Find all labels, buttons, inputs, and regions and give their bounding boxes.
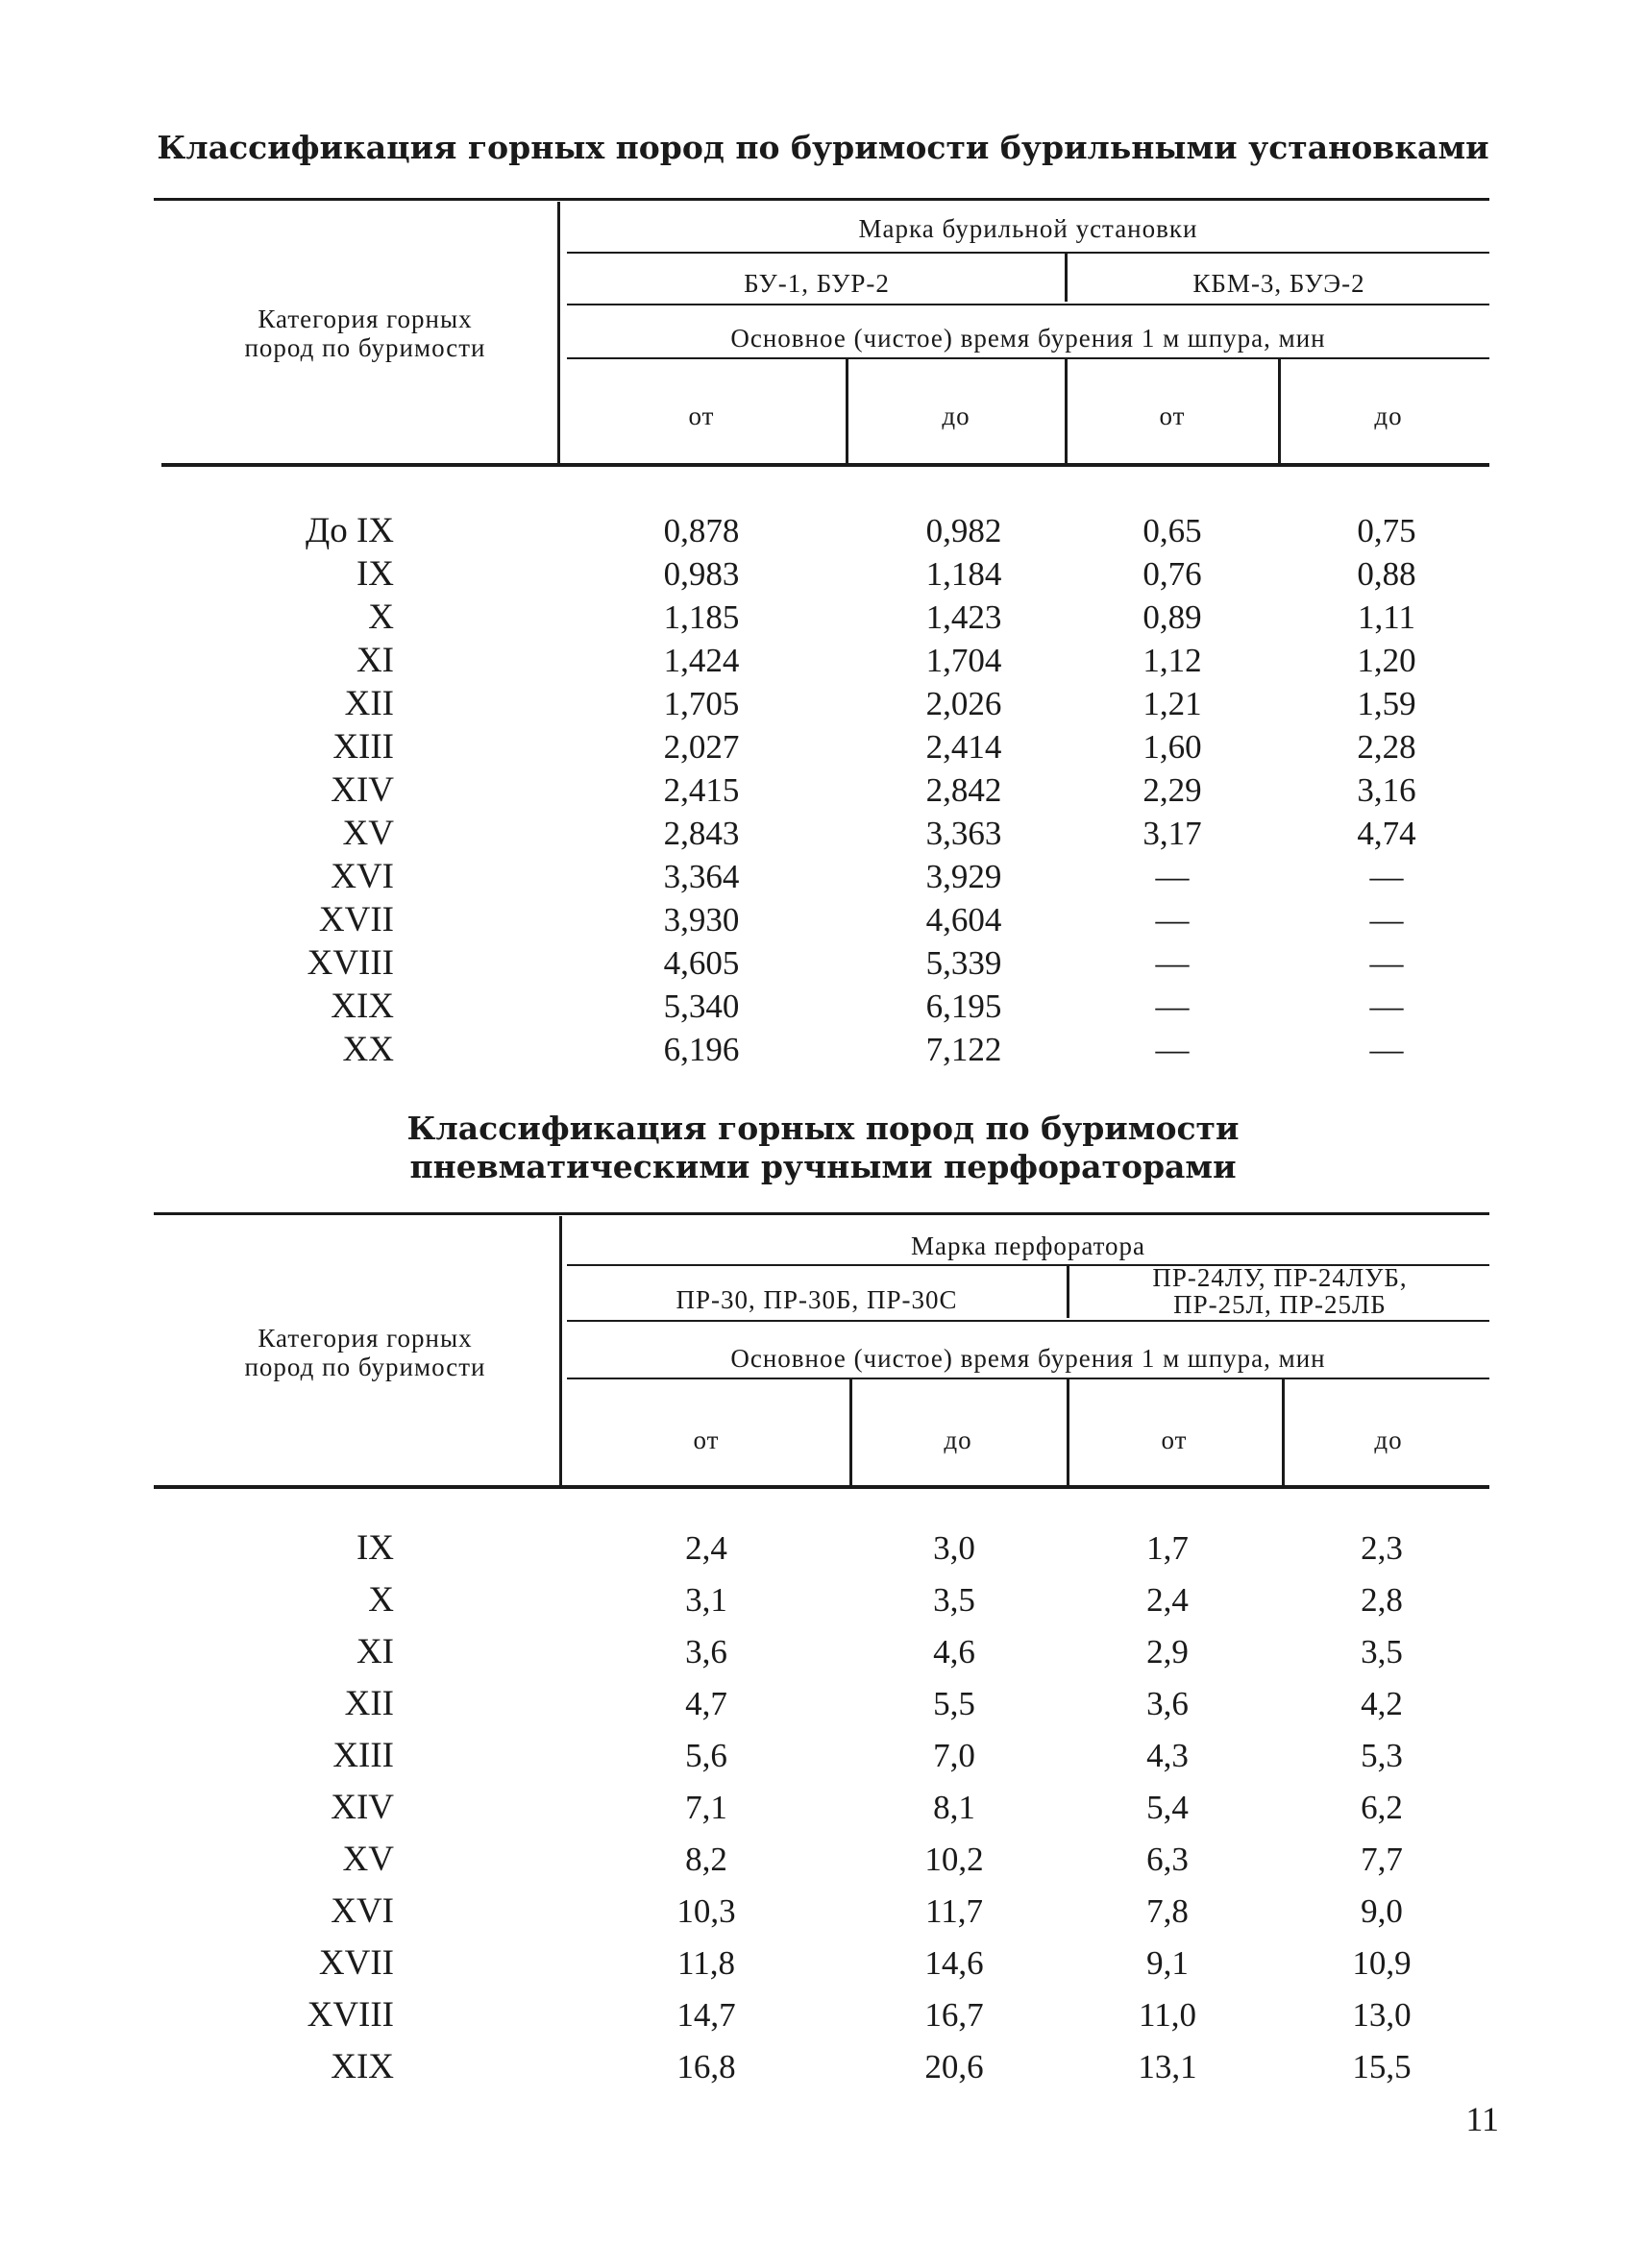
value-cell: 1,424: [663, 642, 740, 679]
table1-sub-divider: [1278, 359, 1281, 463]
table1-group-right: КБМ-3, БУЭ-2: [1192, 269, 1365, 298]
value-cell: 13,1: [1138, 2048, 1197, 2085]
value-cell: 1,7: [1146, 1529, 1189, 1567]
value-cell: 0,983: [663, 555, 740, 593]
category-cell: XX: [342, 1030, 394, 1069]
value-cell: —: [1155, 944, 1190, 982]
table1-category-header: Категория горных пород по буримости: [244, 305, 486, 362]
value-cell: 5,340: [663, 988, 740, 1025]
value-cell: 1,704: [925, 642, 1002, 679]
value-cell: 16,8: [676, 2048, 736, 2085]
table2-header-divider: [559, 1216, 562, 1485]
value-cell: 2,027: [663, 728, 740, 766]
value-cell: 11,7: [925, 1892, 983, 1930]
category-cell: XV: [342, 1840, 394, 1879]
value-cell: 5,5: [933, 1685, 975, 1722]
value-cell: 7,0: [933, 1737, 975, 1774]
category-cell: XIII: [332, 1736, 394, 1775]
value-cell: 20,6: [924, 2048, 984, 2085]
table1-subheader-to: до: [1374, 402, 1403, 430]
value-cell: 6,3: [1146, 1841, 1189, 1878]
table1-title: Классификация горных пород по буримости бурильными установками: [157, 129, 1489, 166]
value-cell: 1,423: [925, 598, 1002, 636]
value-cell: 3,929: [925, 858, 1002, 895]
table2-group-divider: [1067, 1266, 1069, 1318]
value-cell: 13,0: [1352, 1996, 1412, 2034]
value-cell: 6,2: [1361, 1789, 1403, 1826]
value-cell: 3,16: [1357, 771, 1416, 809]
value-cell: 5,4: [1146, 1789, 1189, 1826]
table2-subheader-to: до: [1374, 1426, 1403, 1454]
value-cell: —: [1369, 858, 1404, 895]
category-cell: XII: [344, 1684, 394, 1723]
category-cell: XVII: [318, 1943, 394, 1983]
category-cell: X: [368, 1580, 394, 1620]
category-cell: XVI: [331, 857, 394, 896]
value-cell: 3,6: [1146, 1685, 1189, 1722]
value-cell: 3,930: [663, 901, 740, 939]
value-cell: 0,982: [925, 512, 1002, 549]
value-cell: 4,7: [685, 1685, 727, 1722]
table1-subheader-to: до: [942, 402, 970, 430]
table1-rule: [567, 304, 1489, 305]
value-cell: 3,363: [925, 815, 1002, 852]
value-cell: 14,7: [676, 1996, 736, 2034]
value-cell: 2,8: [1361, 1581, 1403, 1619]
category-cell: XIX: [331, 2047, 394, 2086]
value-cell: 10,3: [676, 1892, 736, 1930]
value-cell: 1,184: [925, 555, 1002, 593]
category-cell: XVIII: [307, 943, 394, 983]
value-cell: 3,17: [1142, 815, 1202, 852]
value-cell: —: [1369, 944, 1404, 982]
value-cell: 1,20: [1357, 642, 1416, 679]
value-cell: 5,3: [1361, 1737, 1403, 1774]
value-cell: 0,88: [1357, 555, 1416, 593]
table1-brand-header: Марка бурильной установки: [858, 214, 1198, 243]
table1-sub-divider: [846, 359, 848, 463]
value-cell: 2,29: [1142, 771, 1202, 809]
value-cell: —: [1155, 901, 1190, 939]
table2-rule: [567, 1378, 1489, 1379]
table2-time-header: Основное (чистое) время бурения 1 м шпура, мин: [730, 1344, 1326, 1373]
value-cell: 1,12: [1142, 642, 1202, 679]
table1-top-rule: [154, 198, 1489, 201]
table1-sub-divider: [1065, 359, 1068, 463]
value-cell: 3,5: [933, 1581, 975, 1619]
table1-rule: [567, 357, 1489, 359]
value-cell: 3,0: [933, 1529, 975, 1567]
value-cell: —: [1155, 858, 1190, 895]
value-cell: 1,60: [1142, 728, 1202, 766]
value-cell: —: [1369, 1031, 1404, 1068]
category-cell: XIV: [331, 770, 394, 810]
value-cell: 2,026: [925, 685, 1002, 722]
value-cell: 3,5: [1361, 1633, 1403, 1671]
category-cell: IX: [356, 1528, 394, 1568]
value-cell: 9,1: [1146, 1944, 1189, 1982]
value-cell: —: [1369, 901, 1404, 939]
value-cell: 4,2: [1361, 1685, 1403, 1722]
value-cell: 5,6: [685, 1737, 727, 1774]
value-cell: 10,9: [1352, 1944, 1412, 1982]
category-cell: До IX: [305, 511, 394, 550]
table1-group-divider: [1065, 254, 1068, 302]
table1-header-divider: [557, 202, 560, 463]
table1-group-left: БУ-1, БУР-2: [744, 269, 890, 298]
table2-group-left: ПР-30, ПР-30Б, ПР-30С: [676, 1285, 958, 1314]
value-cell: 2,4: [685, 1529, 727, 1567]
value-cell: 2,842: [925, 771, 1002, 809]
value-cell: 1,59: [1357, 685, 1416, 722]
value-cell: 3,6: [685, 1633, 727, 1671]
table2-sub-divider: [1282, 1379, 1285, 1485]
category-cell: XIII: [332, 727, 394, 767]
value-cell: 11,8: [677, 1944, 735, 1982]
value-cell: 1,705: [663, 685, 740, 722]
table2-sub-divider: [1067, 1379, 1069, 1485]
table1-time-header: Основное (чистое) время бурения 1 м шпура, мин: [730, 324, 1326, 353]
value-cell: —: [1155, 988, 1190, 1025]
category-cell: XVIII: [307, 1995, 394, 2035]
value-cell: 14,6: [924, 1944, 984, 1982]
table2-subheader-from: от: [1161, 1426, 1188, 1454]
category-cell: XI: [356, 1632, 394, 1671]
value-cell: 7,8: [1146, 1892, 1189, 1930]
category-cell: XII: [344, 684, 394, 723]
category-cell: XV: [342, 814, 394, 853]
value-cell: 0,75: [1357, 512, 1416, 549]
table2-group-right: ПР-24ЛУ, ПР-24ЛУБ, ПР-25Л, ПР-25ЛБ: [1152, 1263, 1408, 1319]
table1-header-bottom-rule: [161, 463, 1489, 467]
value-cell: 1,185: [663, 598, 740, 636]
table2-title: Классификация горных пород по буримости пневматическими ручными перфораторами: [406, 1110, 1240, 1185]
table1-subheader-from: от: [688, 402, 715, 430]
category-cell: X: [368, 597, 394, 637]
value-cell: 8,2: [685, 1841, 727, 1878]
value-cell: 4,605: [663, 944, 740, 982]
value-cell: 4,74: [1357, 815, 1416, 852]
value-cell: 16,7: [924, 1996, 984, 2034]
category-cell: XIV: [331, 1788, 394, 1827]
table2-brand-header: Марка перфоратора: [910, 1232, 1146, 1260]
value-cell: —: [1155, 1031, 1190, 1068]
value-cell: 2,4: [1146, 1581, 1189, 1619]
table2-sub-divider: [849, 1379, 852, 1485]
value-cell: 7,7: [1361, 1841, 1403, 1878]
table1-rule: [567, 252, 1489, 254]
value-cell: 2,28: [1357, 728, 1416, 766]
table2-top-rule: [154, 1212, 1489, 1215]
value-cell: 8,1: [933, 1789, 975, 1826]
page-number: 11: [1465, 2100, 1499, 2138]
value-cell: 0,878: [663, 512, 740, 549]
value-cell: 2,9: [1146, 1633, 1189, 1671]
value-cell: 2,3: [1361, 1529, 1403, 1567]
category-cell: XVI: [331, 1891, 394, 1931]
value-cell: 3,364: [663, 858, 740, 895]
value-cell: 0,89: [1142, 598, 1202, 636]
value-cell: 3,1: [685, 1581, 727, 1619]
category-cell: IX: [356, 554, 394, 594]
table2-rule: [567, 1320, 1489, 1322]
value-cell: 1,21: [1142, 685, 1202, 722]
value-cell: 1,11: [1358, 598, 1415, 636]
table2-category-header: Категория горных пород по буримости: [244, 1324, 486, 1381]
value-cell: 15,5: [1352, 2048, 1412, 2085]
table2-subheader-to: до: [944, 1426, 972, 1454]
value-cell: 6,195: [925, 988, 1002, 1025]
table2-header-bottom-rule: [154, 1485, 1489, 1489]
value-cell: 2,415: [663, 771, 740, 809]
category-cell: XIX: [331, 987, 394, 1026]
value-cell: 4,6: [933, 1633, 975, 1671]
category-cell: XI: [356, 641, 394, 680]
value-cell: 2,843: [663, 815, 740, 852]
value-cell: 4,604: [925, 901, 1002, 939]
value-cell: 0,76: [1142, 555, 1202, 593]
table2-subheader-from: от: [693, 1426, 720, 1454]
value-cell: 10,2: [924, 1841, 984, 1878]
value-cell: 9,0: [1361, 1892, 1403, 1930]
table1-subheader-from: от: [1159, 402, 1186, 430]
value-cell: 5,339: [925, 944, 1002, 982]
value-cell: 11,0: [1139, 1996, 1196, 2034]
value-cell: —: [1369, 988, 1404, 1025]
category-cell: XVII: [318, 900, 394, 939]
value-cell: 7,122: [925, 1031, 1002, 1068]
value-cell: 2,414: [925, 728, 1002, 766]
value-cell: 0,65: [1142, 512, 1202, 549]
value-cell: 4,3: [1146, 1737, 1189, 1774]
value-cell: 7,1: [685, 1789, 727, 1826]
value-cell: 6,196: [663, 1031, 740, 1068]
